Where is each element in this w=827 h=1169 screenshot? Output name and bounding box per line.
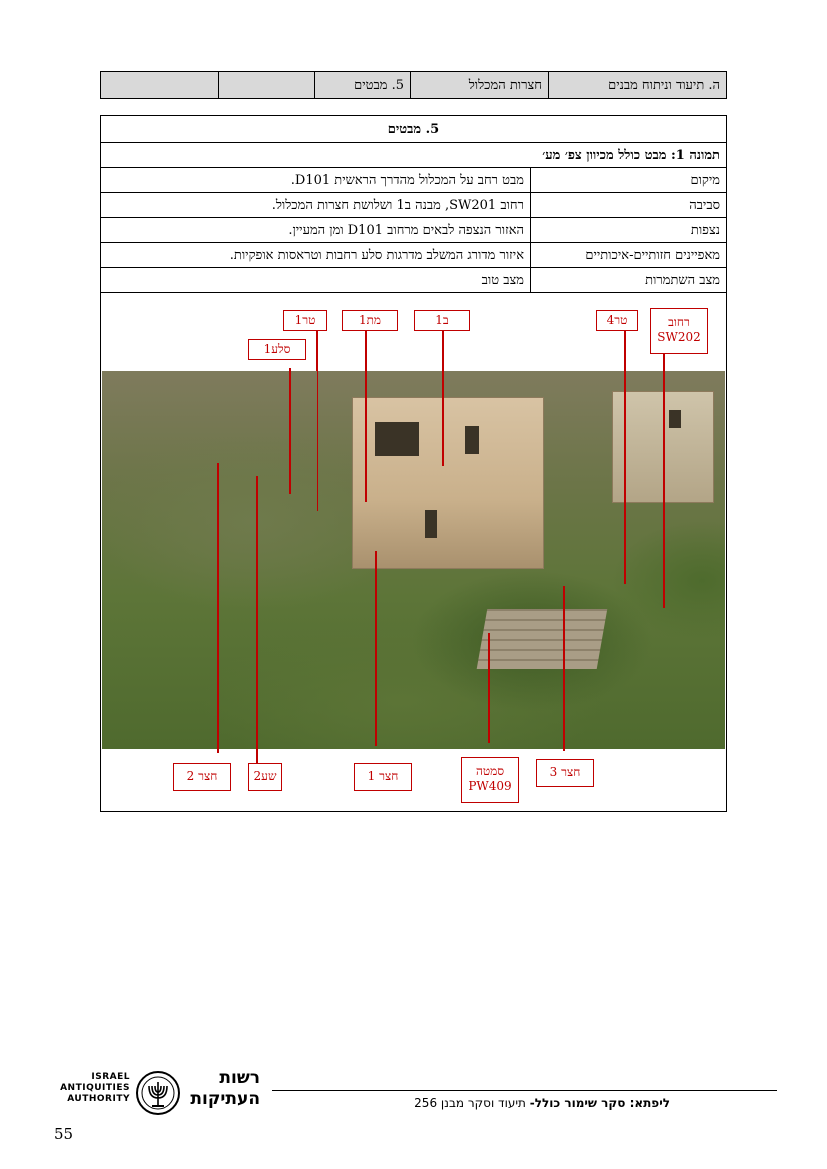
page-number: 55 <box>54 1125 74 1143</box>
header-section: ה. תיעוד וניתוח מבנים <box>549 72 727 99</box>
row-label: סביבה <box>531 193 727 218</box>
callout-path: סמטה PW409 <box>461 757 519 803</box>
menorah-emblem-icon <box>135 1070 181 1116</box>
footer-caption <box>280 1096 670 1110</box>
logo-line: העתיקות <box>190 1089 260 1109</box>
building-b1 <box>352 397 544 569</box>
callout-yard3: חצר 3 <box>536 759 594 787</box>
logo-line: ANTIQUITIES <box>60 1083 130 1093</box>
callout-tr1: טר1 <box>283 310 327 331</box>
callout-sla1: סלע1 <box>248 339 306 360</box>
row-label: מצב השתמרות <box>531 268 727 293</box>
views-table <box>100 115 727 812</box>
row-value: איזור מדורג המשלב מדרגות סלע רחבות וטראסות אופקיות. <box>101 243 531 268</box>
logo-line: ISRAEL <box>91 1072 130 1082</box>
callout-yard2: חצר 2 <box>173 763 231 791</box>
table-row <box>101 193 727 218</box>
logo-english <box>54 1072 130 1105</box>
logo-line: AUTHORITY <box>67 1094 130 1104</box>
table-title: 5. מבטים <box>101 116 727 143</box>
header-table <box>100 71 727 99</box>
row-value: האזור הנצפה לבאים מרחוב D101 ומן המעיין. <box>101 218 531 243</box>
table-row <box>101 218 727 243</box>
row-label: מיקום <box>531 168 727 193</box>
callout-tr4: טר4 <box>596 310 638 331</box>
header-empty-1 <box>219 72 315 99</box>
header-item: 5. מבטים <box>315 72 411 99</box>
footer-bold: ליפתא: סקר שימור כולל- <box>529 1096 670 1110</box>
footer-rest: תיעוד וסקר מבנן 256 <box>414 1096 530 1110</box>
photo-cell <box>101 293 727 812</box>
logo-hebrew <box>190 1068 260 1110</box>
row-value: מבט רחב על המכלול מהדרך הראשית D101. <box>101 168 531 193</box>
callout-yard1: חצר 1 <box>354 763 412 791</box>
row-value: מצב טוב <box>101 268 531 293</box>
callout-mt1: מת1 <box>342 310 398 331</box>
row-label: מאפיינים חזותיים-איכותיים <box>531 243 727 268</box>
callout-sha2: שע2 <box>248 763 282 791</box>
table-row <box>101 243 727 268</box>
figure-caption: תמונה 1: מבט כולל מכיוון צפ׳ מע׳ <box>101 143 727 168</box>
logo-line: רשות <box>219 1068 260 1088</box>
callout-street: רחוב SW202 <box>650 308 708 354</box>
row-value: רחוב SW201, מבנה ב1 ושלושת חצרות המכלול. <box>101 193 531 218</box>
header-empty-2 <box>101 72 219 99</box>
site-photo <box>102 371 725 749</box>
stone-terrace-wall <box>477 609 608 669</box>
footer-divider <box>272 1090 777 1091</box>
table-row <box>101 268 727 293</box>
row-label: נצפות <box>531 218 727 243</box>
header-subsection: חצרות המכלול <box>411 72 549 99</box>
callout-b1: ב1 <box>414 310 470 331</box>
table-row <box>101 168 727 193</box>
